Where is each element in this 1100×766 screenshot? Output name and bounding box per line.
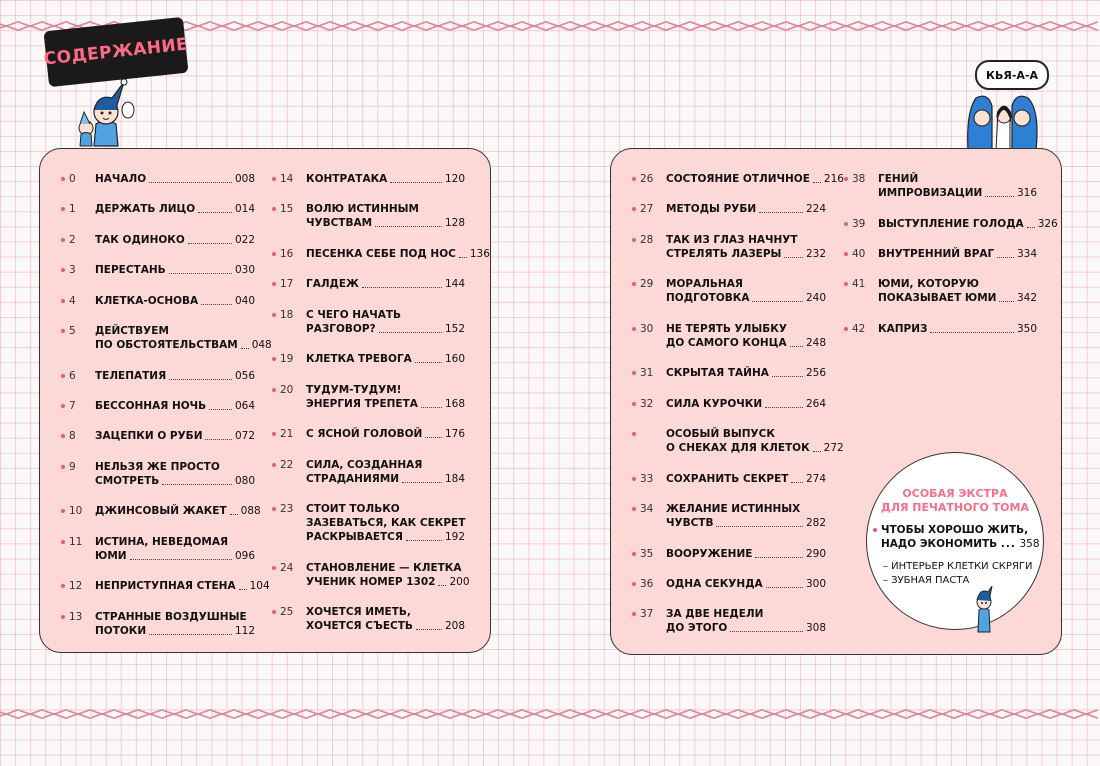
- dot-leader: [149, 634, 232, 635]
- chapter-number: 14: [280, 173, 294, 185]
- page-number: 088: [240, 505, 261, 518]
- chapter-number: 1: [69, 203, 76, 216]
- chapter-title-line: КЛЕТКА-ОСНОВА: [95, 294, 199, 307]
- bullet-dot: [632, 552, 636, 556]
- chapter-title-line: О СНЕКАХ ДЛЯ КЛЕТОК: [666, 442, 810, 455]
- chapter-title-line: РАЗГОВОР?: [306, 322, 376, 335]
- chapter-title-line: ДО САМОГО КОНЦА: [666, 336, 787, 349]
- chapter-title-line: НЕЛЬЗЯ ЖЕ ПРОСТО: [95, 460, 220, 473]
- chapter-number: 18: [280, 308, 294, 321]
- page-number: 168: [444, 397, 465, 410]
- dot-leader: [188, 243, 232, 244]
- page-number: 160: [444, 353, 465, 366]
- chapter-title-line: ДО ЭТОГО: [666, 622, 728, 635]
- chapter-title-line: С ЧЕГО НАЧАТЬ: [306, 308, 401, 321]
- bullet-dot: [632, 582, 636, 586]
- chapter-title-line: ПО ОБСТОЯТЕЛЬСТВАМ: [95, 339, 238, 351]
- chapter-title-line: ОСОБЫЙ ВЫПУСК: [666, 428, 775, 441]
- page-number: 022: [234, 233, 255, 246]
- dot-leader: [425, 437, 442, 438]
- chapter-title-line: ЗАЗЕВАТЬСЯ, КАК СЕКРЕТ: [306, 517, 466, 529]
- chapter-title-line: ПОДГОТОВКА: [666, 292, 750, 305]
- page-number: 184: [444, 472, 465, 485]
- dot-leader: [362, 287, 442, 288]
- chapter-number: 34: [640, 503, 654, 515]
- dot-leader: [415, 362, 442, 363]
- chapter-title-line: ХОЧЕТСЯ СЪЕСТЬ: [306, 620, 413, 632]
- chapter-title-line: УЧЕНИК НОМЕР 1302: [306, 575, 436, 588]
- bullet-dot: [272, 507, 276, 511]
- speech-bubble: [975, 60, 1049, 90]
- page-number: 200: [449, 575, 470, 588]
- special-sub1: – ИНТЕРЬЕР КЛЕТКИ СКРЯГИ: [883, 561, 1033, 572]
- chapter-title-line: ТЕЛЕПАТИЯ: [95, 369, 167, 382]
- bullet-dot: [632, 177, 636, 181]
- page-number: 316: [1016, 187, 1037, 199]
- bullet-dot: [61, 615, 65, 619]
- chapter-number: 23: [280, 503, 294, 515]
- chapter-title-line: ГЕНИЙ: [878, 173, 919, 185]
- dot-leader: [201, 304, 232, 305]
- page-number: 224: [805, 203, 826, 216]
- page-number: 120: [444, 173, 465, 185]
- page-number: 240: [805, 292, 826, 305]
- dot-leader: [752, 301, 802, 302]
- page-number: 008: [234, 173, 255, 185]
- bullet-dot: [272, 388, 276, 392]
- page-number: 208: [444, 620, 465, 632]
- chapter-title-line: НЕ ТЕРЯТЬ УЛЫБКУ: [666, 322, 787, 335]
- chapter-number: 9: [69, 460, 76, 473]
- dot-leader: [772, 376, 803, 377]
- bullet-dot: [873, 528, 877, 532]
- dot-leader: [169, 273, 232, 274]
- chapter-number: 40: [852, 247, 866, 260]
- bullet-dot: [272, 463, 276, 467]
- bullet-dot: [844, 177, 848, 181]
- chapter-number: 6: [69, 369, 76, 382]
- dot-leader: [162, 484, 232, 485]
- bullet-dot: [61, 177, 65, 181]
- page-number: 030: [234, 264, 255, 277]
- contents-heading: СОДЕРЖАНИЕ: [42, 34, 190, 70]
- chapter-number: 12: [69, 580, 83, 593]
- chapter-number: 21: [280, 428, 294, 441]
- dot-leader: [402, 482, 442, 483]
- chapter-number: 26: [640, 173, 654, 185]
- dot-leader: [985, 196, 1014, 197]
- dot-leader: [784, 257, 803, 258]
- chapter-title-line: ХОЧЕТСЯ ИМЕТЬ,: [306, 606, 411, 618]
- dot-leader: [716, 526, 802, 527]
- chapter-title-line: ВЫСТУПЛЕНИЕ ГОЛОДА: [878, 217, 1024, 230]
- chapter-title-line: ВОЛЮ ИСТИННЫМ: [306, 203, 419, 216]
- chapter-title-line: ОДНА СЕКУНДА: [666, 577, 763, 590]
- dot-leader: [1027, 227, 1035, 228]
- chapter-title-line: БЕССОННАЯ НОЧЬ: [95, 399, 207, 412]
- page-number: 040: [234, 294, 255, 307]
- page-number: 144: [444, 278, 465, 291]
- chapter-number: 38: [852, 173, 866, 185]
- page-number: 290: [805, 547, 826, 560]
- bullet-dot: [844, 327, 848, 331]
- bottom-wavy-border: [0, 708, 1100, 720]
- page-number: 096: [234, 549, 255, 562]
- chapter-title-line: ЮМИ, КОТОРУЮ: [878, 278, 979, 291]
- chapter-number: 30: [640, 322, 654, 335]
- dot-leader: [390, 182, 442, 183]
- chapter-title-line: СТРАДАНИЯМИ: [306, 472, 400, 485]
- chapter-title-line: ЭНЕРГИЯ ТРЕПЕТА: [306, 397, 418, 410]
- bullet-dot: [844, 252, 848, 256]
- bullet-dot: [272, 610, 276, 614]
- chapter-number: 29: [640, 278, 654, 291]
- bullet-dot: [632, 402, 636, 406]
- page-number: 014: [234, 203, 255, 216]
- chapter-title-line: СОХРАНИТЬ СЕКРЕТ: [666, 472, 789, 485]
- chapter-title-line: ДЕРЖАТЬ ЛИЦО: [95, 203, 196, 216]
- bullet-dot: [61, 329, 65, 333]
- chapter-number: 37: [640, 608, 654, 621]
- chapter-title-line: СМОТРЕТЬ: [95, 474, 160, 487]
- chapter-number: 33: [640, 472, 654, 485]
- chapter-number: 36: [640, 577, 654, 590]
- dot-leader: [759, 212, 803, 213]
- chapter-title-line: ПЕРЕСТАНЬ: [95, 264, 166, 277]
- dot-leader: [421, 407, 442, 408]
- bullet-dot: [272, 313, 276, 317]
- chapter-title-line: НЕПРИСТУПНАЯ СТЕНА: [95, 580, 236, 593]
- chapter-number: 2: [69, 233, 76, 246]
- bullet-dot: [632, 238, 636, 242]
- page-number: 232: [805, 247, 826, 260]
- chapter-number: 20: [280, 383, 294, 396]
- bullet-dot: [61, 404, 65, 408]
- page-number: 080: [234, 474, 255, 487]
- page-number: 248: [805, 336, 826, 349]
- chapter-number: 13: [69, 610, 83, 623]
- chapter-title-line: ТАК ИЗ ГЛАЗ НАЧНУТ: [666, 233, 798, 246]
- bullet-dot: [844, 222, 848, 226]
- dot-leader: [198, 212, 232, 213]
- page-number: 048: [251, 339, 272, 351]
- chapter-title-line: ИМПРОВИЗАЦИИ: [878, 187, 983, 199]
- bullet-dot: [61, 540, 65, 544]
- special-entry-line2: НАДО ЭКОНОМИТЬ: [881, 538, 998, 550]
- chapter-number: 10: [69, 505, 83, 518]
- cell-characters-illustration-left: [74, 76, 138, 148]
- dot-leader: [209, 409, 232, 410]
- special-sub2: – ЗУБНАЯ ПАСТА: [883, 575, 970, 586]
- page-number: 256: [805, 367, 826, 380]
- chapter-title-line: ВООРУЖЕНИЕ: [666, 547, 753, 560]
- chapter-title-line: СИЛА КУРОЧКИ: [666, 397, 763, 410]
- page-number: 264: [805, 397, 826, 410]
- chapter-number: 7: [69, 399, 76, 412]
- dot-leader: [438, 585, 446, 586]
- chapter-title-line: ДЖИНСОВЫЙ ЖАКЕТ: [95, 505, 227, 518]
- chapter-title-line: МОРАЛЬНАЯ: [666, 278, 743, 291]
- dot-leader: [755, 557, 803, 558]
- chapter-title-line: ГАЛДЕЖ: [306, 278, 359, 291]
- bullet-dot: [272, 566, 276, 570]
- chapter-title-line: НАЧАЛО: [95, 173, 147, 185]
- page-number: 308: [805, 622, 826, 635]
- page-number: 350: [1016, 322, 1037, 335]
- dot-leader: [930, 332, 1014, 333]
- dot-leader: [406, 540, 442, 541]
- dot-leader: [416, 629, 442, 630]
- chapter-number: 4: [69, 294, 76, 307]
- chapter-number: 42: [852, 322, 866, 335]
- chapter-title-line: СОСТОЯНИЕ ОТЛИЧНОЕ: [666, 173, 810, 185]
- page-number: 136: [469, 247, 490, 260]
- small-cell-character-illustration: [972, 586, 996, 634]
- dot-leader: [730, 631, 803, 632]
- chapter-number: 27: [640, 203, 654, 216]
- chapter-title-line: ЗАЦЕПКИ О РУБИ: [95, 430, 203, 443]
- chapter-title-line: МЕТОДЫ РУБИ: [666, 203, 757, 216]
- chapter-title-line: СТРАННЫЕ ВОЗДУШНЫЕ: [95, 610, 247, 623]
- dot-leader: [130, 559, 232, 560]
- chapter-number: 25: [280, 606, 294, 618]
- speech-bubble-text: КЬЯ-А-А: [985, 68, 1038, 82]
- chapter-title-line: ЖЕЛАНИЕ ИСТИННЫХ: [666, 503, 801, 515]
- chapter-number: 19: [280, 353, 294, 366]
- bullet-dot: [61, 238, 65, 242]
- chapter-number: 16: [280, 247, 294, 260]
- chapter-number: 41: [852, 278, 866, 291]
- bullet-dot: [632, 507, 636, 511]
- chapter-title-line: КЛЕТКА ТРЕВОГА: [306, 353, 412, 366]
- page-number: 176: [444, 428, 465, 441]
- dot-leader: [169, 379, 232, 380]
- chapter-number: 11: [69, 535, 83, 548]
- bullet-dot: [272, 252, 276, 256]
- special-entry: ЧТОБЫ ХОРОШО ЖИТЬ, НАДО ЭКОНОМИТЬ ... 358: [881, 523, 1040, 551]
- chapter-number: 0: [69, 173, 76, 185]
- dot-leader: [375, 226, 442, 227]
- chapter-number: 32: [640, 397, 654, 410]
- chapter-title-line: ТАК ОДИНОКО: [95, 233, 185, 246]
- page-number: 192: [444, 531, 465, 543]
- dot-leader: [239, 589, 247, 590]
- dot-leader: [813, 182, 821, 183]
- chapter-number: 8: [69, 430, 76, 443]
- page-number: 300: [805, 577, 826, 590]
- chapter-title-line: ЗА ДВЕ НЕДЕЛИ: [666, 608, 764, 621]
- page-number: 152: [444, 322, 465, 335]
- bullet-dot: [61, 465, 65, 469]
- page-number: 326: [1037, 217, 1058, 230]
- page-number: 056: [234, 369, 255, 382]
- dot-leader: [459, 257, 467, 258]
- chapter-title-line: ВНУТРЕННИЙ ВРАГ: [878, 247, 995, 260]
- dot-leader: [230, 514, 238, 515]
- page-number: 334: [1016, 247, 1037, 260]
- dot-leader: [813, 451, 821, 452]
- dot-leader: [149, 182, 232, 183]
- chapter-title-line: ПОТОКИ: [95, 624, 147, 637]
- special-extra-circle: [866, 452, 1044, 630]
- page-number: 128: [444, 217, 465, 230]
- special-title-line2: ДЛЯ ПЕЧАТНОГО ТОМА: [881, 501, 1029, 514]
- chapter-title-line: ПЕСЕНКА СЕБЕ ПОД НОС: [306, 247, 456, 260]
- cell-characters-illustration-right: [962, 92, 1042, 150]
- page-number: 104: [249, 580, 270, 593]
- chapter-number: 5: [69, 325, 76, 337]
- chapter-title-line: КАПРИЗ: [878, 322, 928, 335]
- chapter-title-line: ПОКАЗЫВАЕТ ЮМИ: [878, 292, 997, 305]
- bullet-dot: [632, 327, 636, 331]
- chapter-number: 31: [640, 367, 654, 380]
- page-number: 216: [823, 173, 844, 185]
- chapter-title-line: ИСТИНА, НЕВЕДОМАЯ: [95, 535, 229, 548]
- chapter-number: 17: [280, 278, 294, 291]
- dot-leader: [790, 346, 803, 347]
- chapter-title-line: СИЛА, СОЗДАННАЯ: [306, 458, 423, 471]
- special-title-line1: ОСОБАЯ ЭКСТРА: [902, 487, 1008, 500]
- dot-leader: [997, 257, 1014, 258]
- chapter-title-line: ЧУВСТВАМ: [306, 217, 373, 230]
- dot-leader: [766, 587, 803, 588]
- chapter-title-line: ЮМИ: [95, 549, 127, 562]
- chapter-title-line: КОНТРАТАКА: [306, 173, 388, 185]
- bullet-dot: [61, 299, 65, 303]
- chapter-title-line: СТОИТ ТОЛЬКО: [306, 503, 400, 515]
- page-number: 272: [823, 442, 844, 455]
- chapter-title-line: РАСКРЫВАЕТСЯ: [306, 531, 403, 543]
- chapter-number: 24: [280, 561, 294, 574]
- dot-leader: [241, 348, 249, 349]
- page-number: 274: [805, 472, 826, 485]
- dot-leader: [999, 301, 1014, 302]
- chapter-number: 22: [280, 458, 294, 471]
- chapter-title-line: С ЯСНОЙ ГОЛОВОЙ: [306, 428, 423, 441]
- bullet-dot: [61, 374, 65, 378]
- chapter-title-line: ЧУВСТВ: [666, 517, 714, 529]
- chapter-number: 35: [640, 547, 654, 560]
- chapter-title-line: СТРЕЛЯТЬ ЛАЗЕРЫ: [666, 247, 782, 260]
- chapter-number: 28: [640, 233, 654, 246]
- chapter-title-line: ТУДУМ-ТУДУМ!: [306, 383, 402, 396]
- page-number: 342: [1016, 292, 1037, 305]
- page-number: 072: [234, 430, 255, 443]
- special-entry-page: 358: [1019, 538, 1040, 550]
- chapter-number: 15: [280, 203, 294, 216]
- special-entry-line1: ЧТОБЫ ХОРОШО ЖИТЬ,: [881, 524, 1029, 536]
- page-number: 282: [805, 517, 826, 529]
- dot-leader: [791, 482, 803, 483]
- dot-leader: [379, 332, 442, 333]
- bullet-dot: [632, 477, 636, 481]
- page-number: 112: [234, 624, 255, 637]
- page-number: 064: [234, 399, 255, 412]
- dot-leader: [765, 407, 803, 408]
- chapter-title-line: СТАНОВЛЕНИЕ — КЛЕТКА: [306, 561, 462, 574]
- dot-leader: [205, 439, 231, 440]
- chapter-title-line: ДЕЙСТВУЕМ: [95, 325, 169, 337]
- chapter-number: 39: [852, 217, 866, 230]
- bullet-dot: [272, 177, 276, 181]
- chapter-title-line: СКРЫТАЯ ТАЙНА: [666, 367, 769, 380]
- chapter-number: 3: [69, 264, 76, 277]
